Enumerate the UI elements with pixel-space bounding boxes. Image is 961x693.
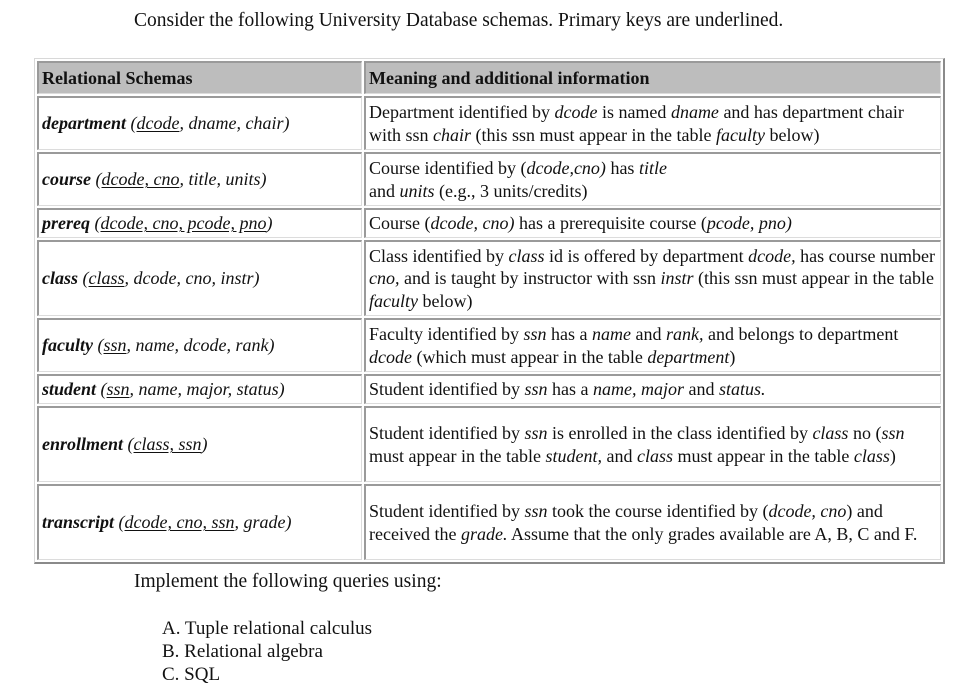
primary-key: ssn xyxy=(103,335,127,356)
relation-name: course xyxy=(42,169,91,190)
attribute-list: (ssn, name, major, status) xyxy=(96,379,285,400)
intro-text: Consider the following University Database schemas. Primary keys are underlined. xyxy=(134,10,784,31)
attribute-list: (dcode, dname, chair) xyxy=(126,113,290,134)
schema-table-body xyxy=(37,96,941,560)
schema-row-department xyxy=(37,96,941,150)
schema-row-faculty xyxy=(37,318,941,372)
schema-cell xyxy=(37,152,362,206)
relation-name: faculty xyxy=(42,335,93,356)
meaning-cell: Student identified by ssn is enrolled in the class identified by class no (ssn must appear in the table student, and class must appear in the table class) xyxy=(364,406,941,482)
schema-cell xyxy=(37,374,362,404)
schema-row-class xyxy=(37,240,941,316)
attribute-list: (class, dcode, cno, instr) xyxy=(78,268,260,289)
meaning-cell: Class identified by class id is offered by department dcode, has course number cno, and is taught by instructor with ssn instr (this ssn must appear in the table faculty below) xyxy=(364,240,941,316)
meaning-cell: Department identified by dcode is named dname and has department chair with ssn chair (this ssn must appear in the table faculty below) xyxy=(364,96,941,150)
schema-row-enrollment xyxy=(37,406,941,482)
header-relational-schemas: Relational Schemas xyxy=(37,61,362,94)
attribute-list: (dcode, cno, title, units) xyxy=(91,169,267,190)
schema-cell xyxy=(37,208,362,238)
relation-name: transcript xyxy=(42,512,115,533)
meaning-cell: Faculty identified by ssn has a name and rank, and belongs to department dcode (which must appear in the table department) xyxy=(364,318,941,372)
schema-row-course xyxy=(37,152,941,206)
attribute-list: (ssn, name, dcode, rank) xyxy=(93,335,275,356)
meaning-cell: Course identified by (dcode,cno) has title and units (e.g., 3 units/credits) xyxy=(364,152,941,206)
meaning-cell: Course (dcode, cno) has a prerequisite course (pcode, pno) xyxy=(364,208,941,238)
schema-row-transcript xyxy=(37,484,941,560)
relation-name: department xyxy=(42,113,126,134)
meaning-cell: Student identified by ssn took the course identified by (dcode, cno) and received the grade. Assume that the only grades available are A, B, C and F. xyxy=(364,484,941,560)
attribute-list: (class, ssn) xyxy=(123,434,208,455)
meaning-cell: Student identified by ssn has a name, major and status. xyxy=(364,374,941,404)
relation-name: enrollment xyxy=(42,434,124,455)
primary-key: dcode, cno, pcode, pno xyxy=(100,213,267,234)
schema-cell xyxy=(37,484,362,560)
method-item: B. Relational algebra xyxy=(162,641,323,662)
primary-key: dcode, cno, ssn xyxy=(124,512,235,533)
relation-name: class xyxy=(42,268,78,289)
primary-key: dcode xyxy=(136,113,180,134)
schema-cell xyxy=(37,240,362,316)
schema-row-student xyxy=(37,374,941,404)
header-meaning: Meaning and additional information xyxy=(364,61,941,94)
method-item: A. Tuple relational calculus xyxy=(162,618,373,639)
primary-key: ssn xyxy=(106,379,130,400)
schema-cell xyxy=(37,318,362,372)
relation-name: prereq xyxy=(42,213,90,234)
primary-key: class xyxy=(88,268,125,289)
schema-row-prereq xyxy=(37,208,941,238)
relation-name: student xyxy=(42,379,97,400)
queries-intro: Implement the following queries using: xyxy=(134,571,442,592)
table-header-row xyxy=(37,61,941,94)
schema-cell xyxy=(37,96,362,150)
attribute-list: (dcode, cno, pcode, pno) xyxy=(90,213,273,234)
attribute-list: (dcode, cno, ssn, grade) xyxy=(114,512,292,533)
query-methods-list xyxy=(162,617,372,686)
schema-cell xyxy=(37,406,362,482)
method-item: C. SQL xyxy=(162,664,221,685)
schema-table xyxy=(34,58,945,564)
primary-key: dcode, cno xyxy=(101,169,180,190)
primary-key: class, ssn xyxy=(133,434,202,455)
